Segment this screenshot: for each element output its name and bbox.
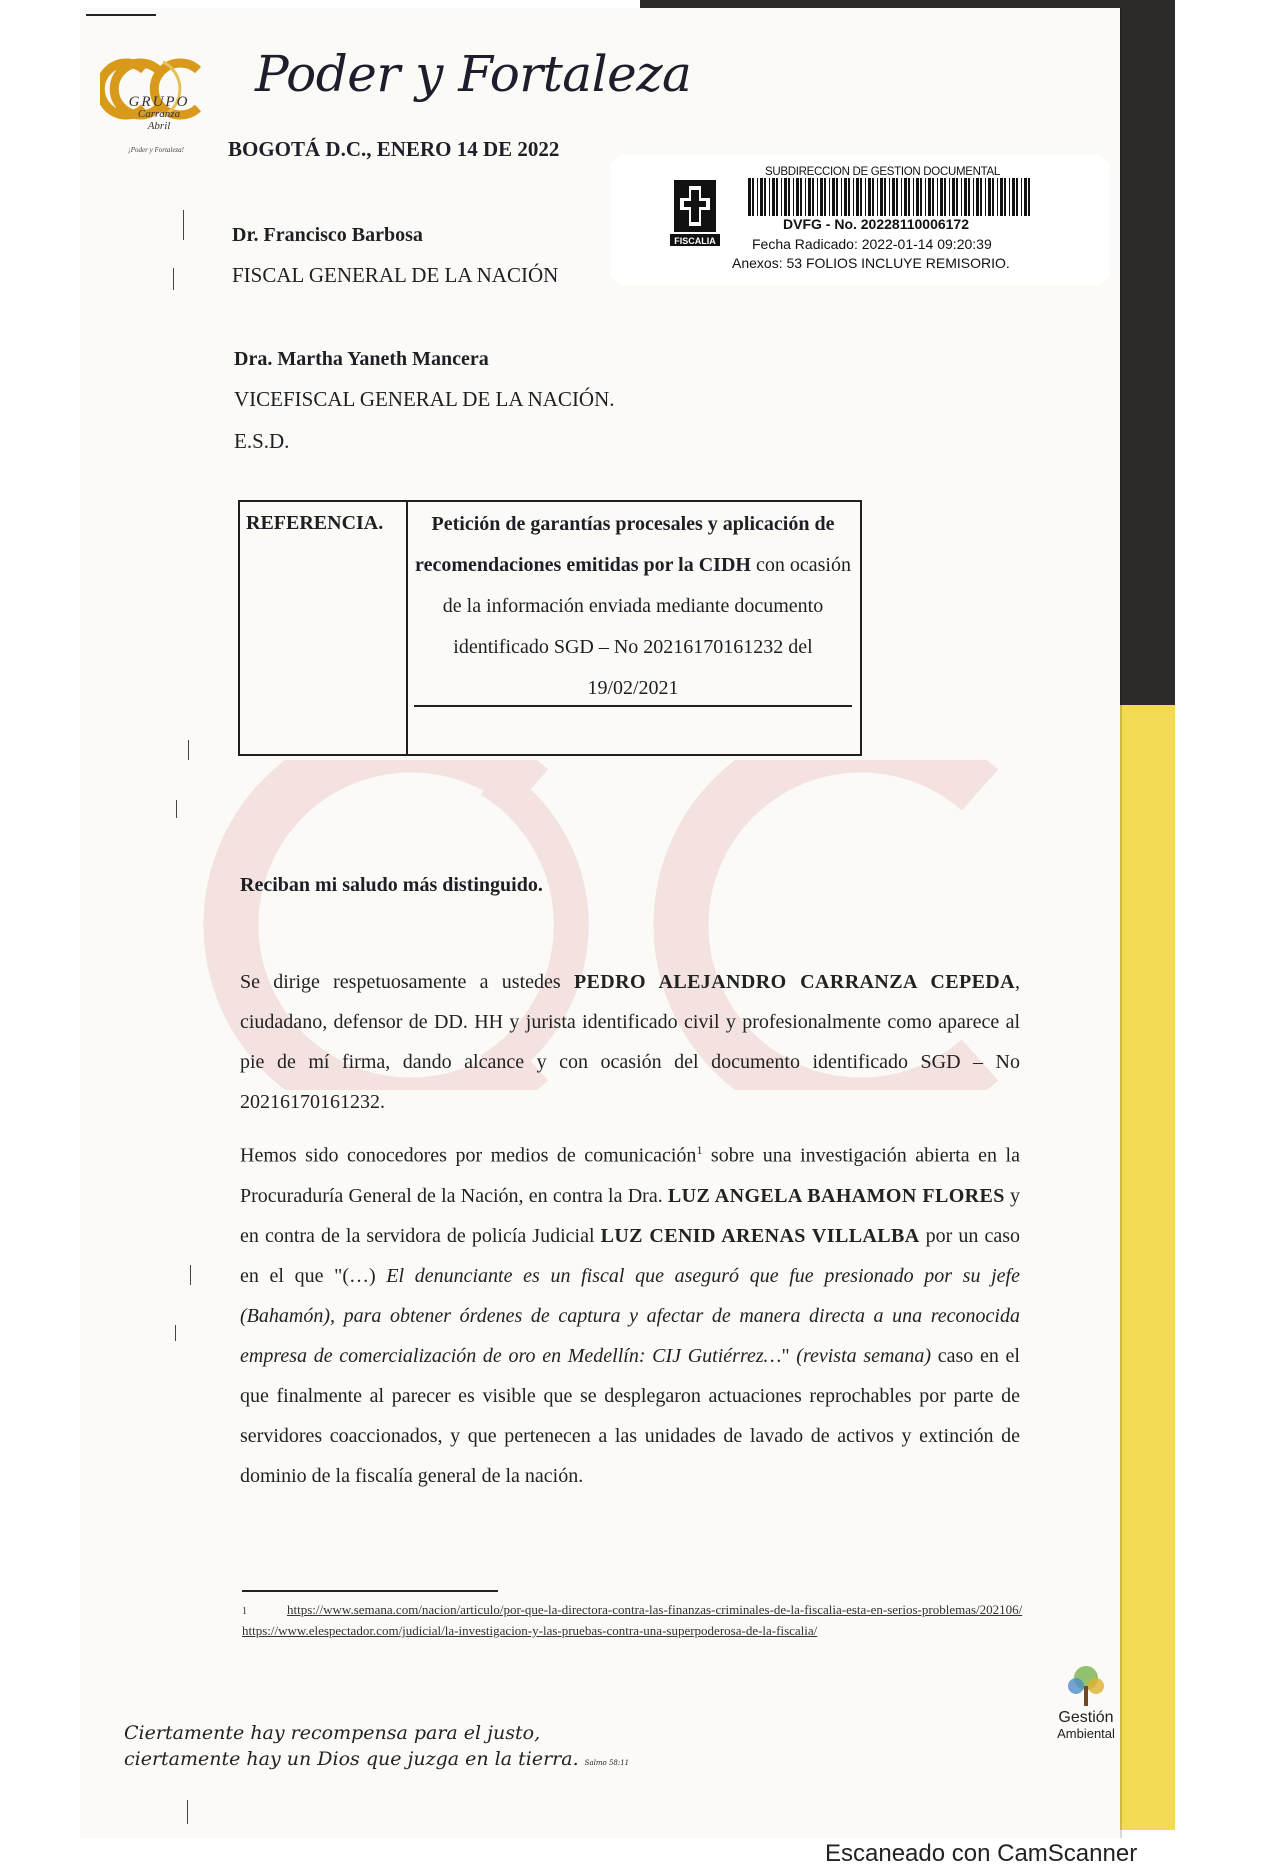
barcode-bar — [932, 178, 934, 216]
barcode-bar — [836, 178, 838, 216]
barcode-bar — [925, 178, 926, 216]
margin-mark — [187, 1800, 188, 1824]
barcode-bar — [1004, 178, 1006, 216]
barcode — [748, 178, 1033, 216]
margin-mark — [175, 1325, 176, 1341]
barcode-bar — [872, 178, 874, 216]
annexes-note: Anexos: 53 FOLIOS INCLUYE REMISORIO. — [732, 255, 1010, 271]
barcode-bar — [880, 178, 883, 216]
barcode-bar — [896, 178, 898, 216]
barcode-bar — [776, 178, 778, 216]
barcode-bar — [760, 178, 763, 216]
barcode-bar — [848, 178, 850, 216]
barcode-bar — [920, 178, 922, 216]
barcode-bar — [877, 178, 878, 216]
barcode-bar — [772, 178, 775, 216]
barcode-bar — [865, 178, 866, 216]
barcode-bar — [764, 178, 766, 216]
barcode-bar — [1016, 178, 1018, 216]
esd-line: E.S.D. — [234, 429, 290, 453]
margin-mark — [183, 210, 184, 240]
recipient-2-name: Dra. Martha Yaneth Mancera — [234, 348, 489, 370]
barcode-bar — [793, 178, 794, 216]
barcode-bar — [968, 178, 970, 216]
barcode-bar — [841, 178, 842, 216]
barcode-bar — [961, 178, 962, 216]
barcode-bar — [928, 178, 931, 216]
paragraph-1: Se dirige respetuosamente a ustedes PEDRO ALEJANDRO CARRANZA CEPEDA, ciudadano, defensor de DD. HH y jurista identificado civil y profesionalmente como aparece al pie de mí firma, dando alcance y con ocasión del documento identificado SGD – No 20216170161232. — [240, 971, 1020, 1113]
barcode-bar — [892, 178, 895, 216]
barcode-bar — [988, 178, 991, 216]
logo-motto: ¡Poder y Fortaleza! — [128, 146, 184, 154]
barcode-bar — [853, 178, 854, 216]
brand-title: Poder y Fortaleza — [255, 45, 692, 103]
reference-label: REFERENCIA. — [246, 512, 384, 534]
barcode-bar — [889, 178, 890, 216]
barcode-bar — [980, 178, 982, 216]
barcode-bar — [884, 178, 886, 216]
barcode-bar — [913, 178, 914, 216]
barcode-bar — [964, 178, 967, 216]
reference-underline — [414, 705, 852, 707]
top-rule — [86, 14, 156, 16]
barcode-bar — [1028, 178, 1030, 216]
logo-text: GRUPO Carranza Abril — [128, 94, 190, 132]
footnote-link-2[interactable]: https://www.elespectador.com/judicial/la-investigacion-y-las-pruebas-contra-una-superpoderosa-de-la-fiscalia/ — [242, 1623, 818, 1638]
barcode-bar — [973, 178, 974, 216]
gestion-ambiental-text: Gestión Ambiental — [1057, 1709, 1115, 1741]
fiscalia-logo-icon — [670, 178, 720, 252]
barcode-bar — [788, 178, 790, 216]
margin-mark — [173, 268, 174, 290]
radicado-number: DVFG - No. 20228110006172 — [783, 216, 970, 232]
barcode-bar — [976, 178, 979, 216]
barcode-bar — [808, 178, 811, 216]
barcode-bar — [956, 178, 958, 216]
barcode-bar — [832, 178, 835, 216]
barcode-bar — [769, 178, 770, 216]
barcode-bar — [1012, 178, 1015, 216]
barcode-bar — [800, 178, 802, 216]
barcode-bar — [985, 178, 986, 216]
footnote: 1 https://www.semana.com/nacion/articulo/por-que-la-directora-contra-las-finanzas-criminales-de-la-fiscalia-esta-en-serios-problemas/202106/ https://www.elespectador.com/judicial/la-investigacion-y-las-pruebas-contra-una-superpoderosa-de-la-fiscalia/ — [242, 1602, 1023, 1638]
recipient-2-title: VICEFISCAL GENERAL DE LA NACIÓN. — [234, 387, 615, 411]
margin-mark — [176, 800, 177, 818]
barcode-bar — [940, 178, 943, 216]
barcode-bar — [844, 178, 847, 216]
stamp-header: SUBDIRECCION DE GESTION DOCUMENTAL — [765, 166, 1000, 178]
barcode-bar — [860, 178, 862, 216]
barcode-bar — [784, 178, 787, 216]
barcode-bar — [820, 178, 823, 216]
radicado-date: Fecha Radicado: 2022-01-14 09:20:39 — [752, 236, 992, 252]
barcode-bar — [1000, 178, 1003, 216]
barcode-bar — [992, 178, 994, 216]
barcode-bar — [937, 178, 938, 216]
greeting: Reciban mi saludo más distinguido. — [240, 874, 543, 896]
barcode-bar — [901, 178, 902, 216]
barcode-bar — [748, 178, 751, 216]
barcode-bar — [916, 178, 919, 216]
margin-mark — [188, 740, 189, 760]
barcode-bar — [949, 178, 950, 216]
barcode-bar — [781, 178, 782, 216]
recipient-1-title: FISCAL GENERAL DE LA NACIÓN — [232, 263, 559, 287]
camscanner-watermark: Escaneado con CamScanner — [825, 1840, 1138, 1867]
margin-mark — [190, 1265, 191, 1285]
barcode-bar — [904, 178, 907, 216]
barcode-bar — [757, 178, 758, 216]
footnote-rule — [242, 1590, 498, 1592]
barcode-bar — [796, 178, 799, 216]
barcode-bar — [829, 178, 830, 216]
barcode-bar — [908, 178, 910, 216]
barcode-bar — [944, 178, 946, 216]
barcode-bar — [805, 178, 806, 216]
barcode-bar — [952, 178, 955, 216]
barcode-bar — [817, 178, 818, 216]
reference-divider — [406, 500, 408, 754]
barcode-bar — [856, 178, 859, 216]
barcode-bar — [997, 178, 998, 216]
barcode-bar — [824, 178, 826, 216]
footnote-link-1[interactable]: https://www.semana.com/nacion/articulo/por-que-la-directora-contra-las-finanzas-criminales-de-la-fiscalia-esta-en-serios-problemas/202106/ — [287, 1602, 1023, 1617]
barcode-bar — [868, 178, 871, 216]
svg-text:FISCALIA: FISCALIA — [674, 236, 716, 246]
footer-verse: Ciertamente hay recompensa para el justo, ciertamente hay un Dios que juzga en la tierra. Salmo 58:11 — [124, 1722, 630, 1770]
recipient-1-name: Dr. Francisco Barbosa — [232, 224, 423, 246]
barcode-bar — [1009, 178, 1010, 216]
reference-text: Petición de garantías procesales y aplicación de recomendaciones emitidas por la CIDH con ocasión de la información enviada mediante documento identificado SGD – No 20216170161232 del 19/02/2021 — [415, 513, 851, 699]
barcode-bar — [1021, 178, 1022, 216]
barcode-bar — [752, 178, 754, 216]
footnote-ref: 1 — [696, 1143, 703, 1157]
paragraph-2: Hemos sido conocedores por medios de comunicación$^1$ sobre una investigación abierta en la Procuraduría General de la Nación, en contra la Dra. LUZ ANGELA BAHAMON FLORES y en contra de la servidora de policía Judicial LUZ CENID ARENAS VILLALBA por un caso en el que "(…) El denunciante es un fiscal que aseguró que fue presionado por su jefe (Bahamón), para obtener órdenes de captura y afectar de manera directa a una reconocida empresa de comercialización de oro en Medellín: CIJ Gutiérrez…" (revista semana) caso en el que finalmente al parecer es visible que se desplegaron actuaciones reprochables por parte de servidores coaccionados, y que pertenecen a las unidades de lavado de activos y extinción de dominio de la fiscalía general de la nación. — [240, 1143, 1020, 1487]
barcode-bar — [1024, 178, 1027, 216]
barcode-bar — [812, 178, 814, 216]
date-line: BOGOTÁ D.C., ENERO 14 DE 2022 — [228, 137, 560, 161]
